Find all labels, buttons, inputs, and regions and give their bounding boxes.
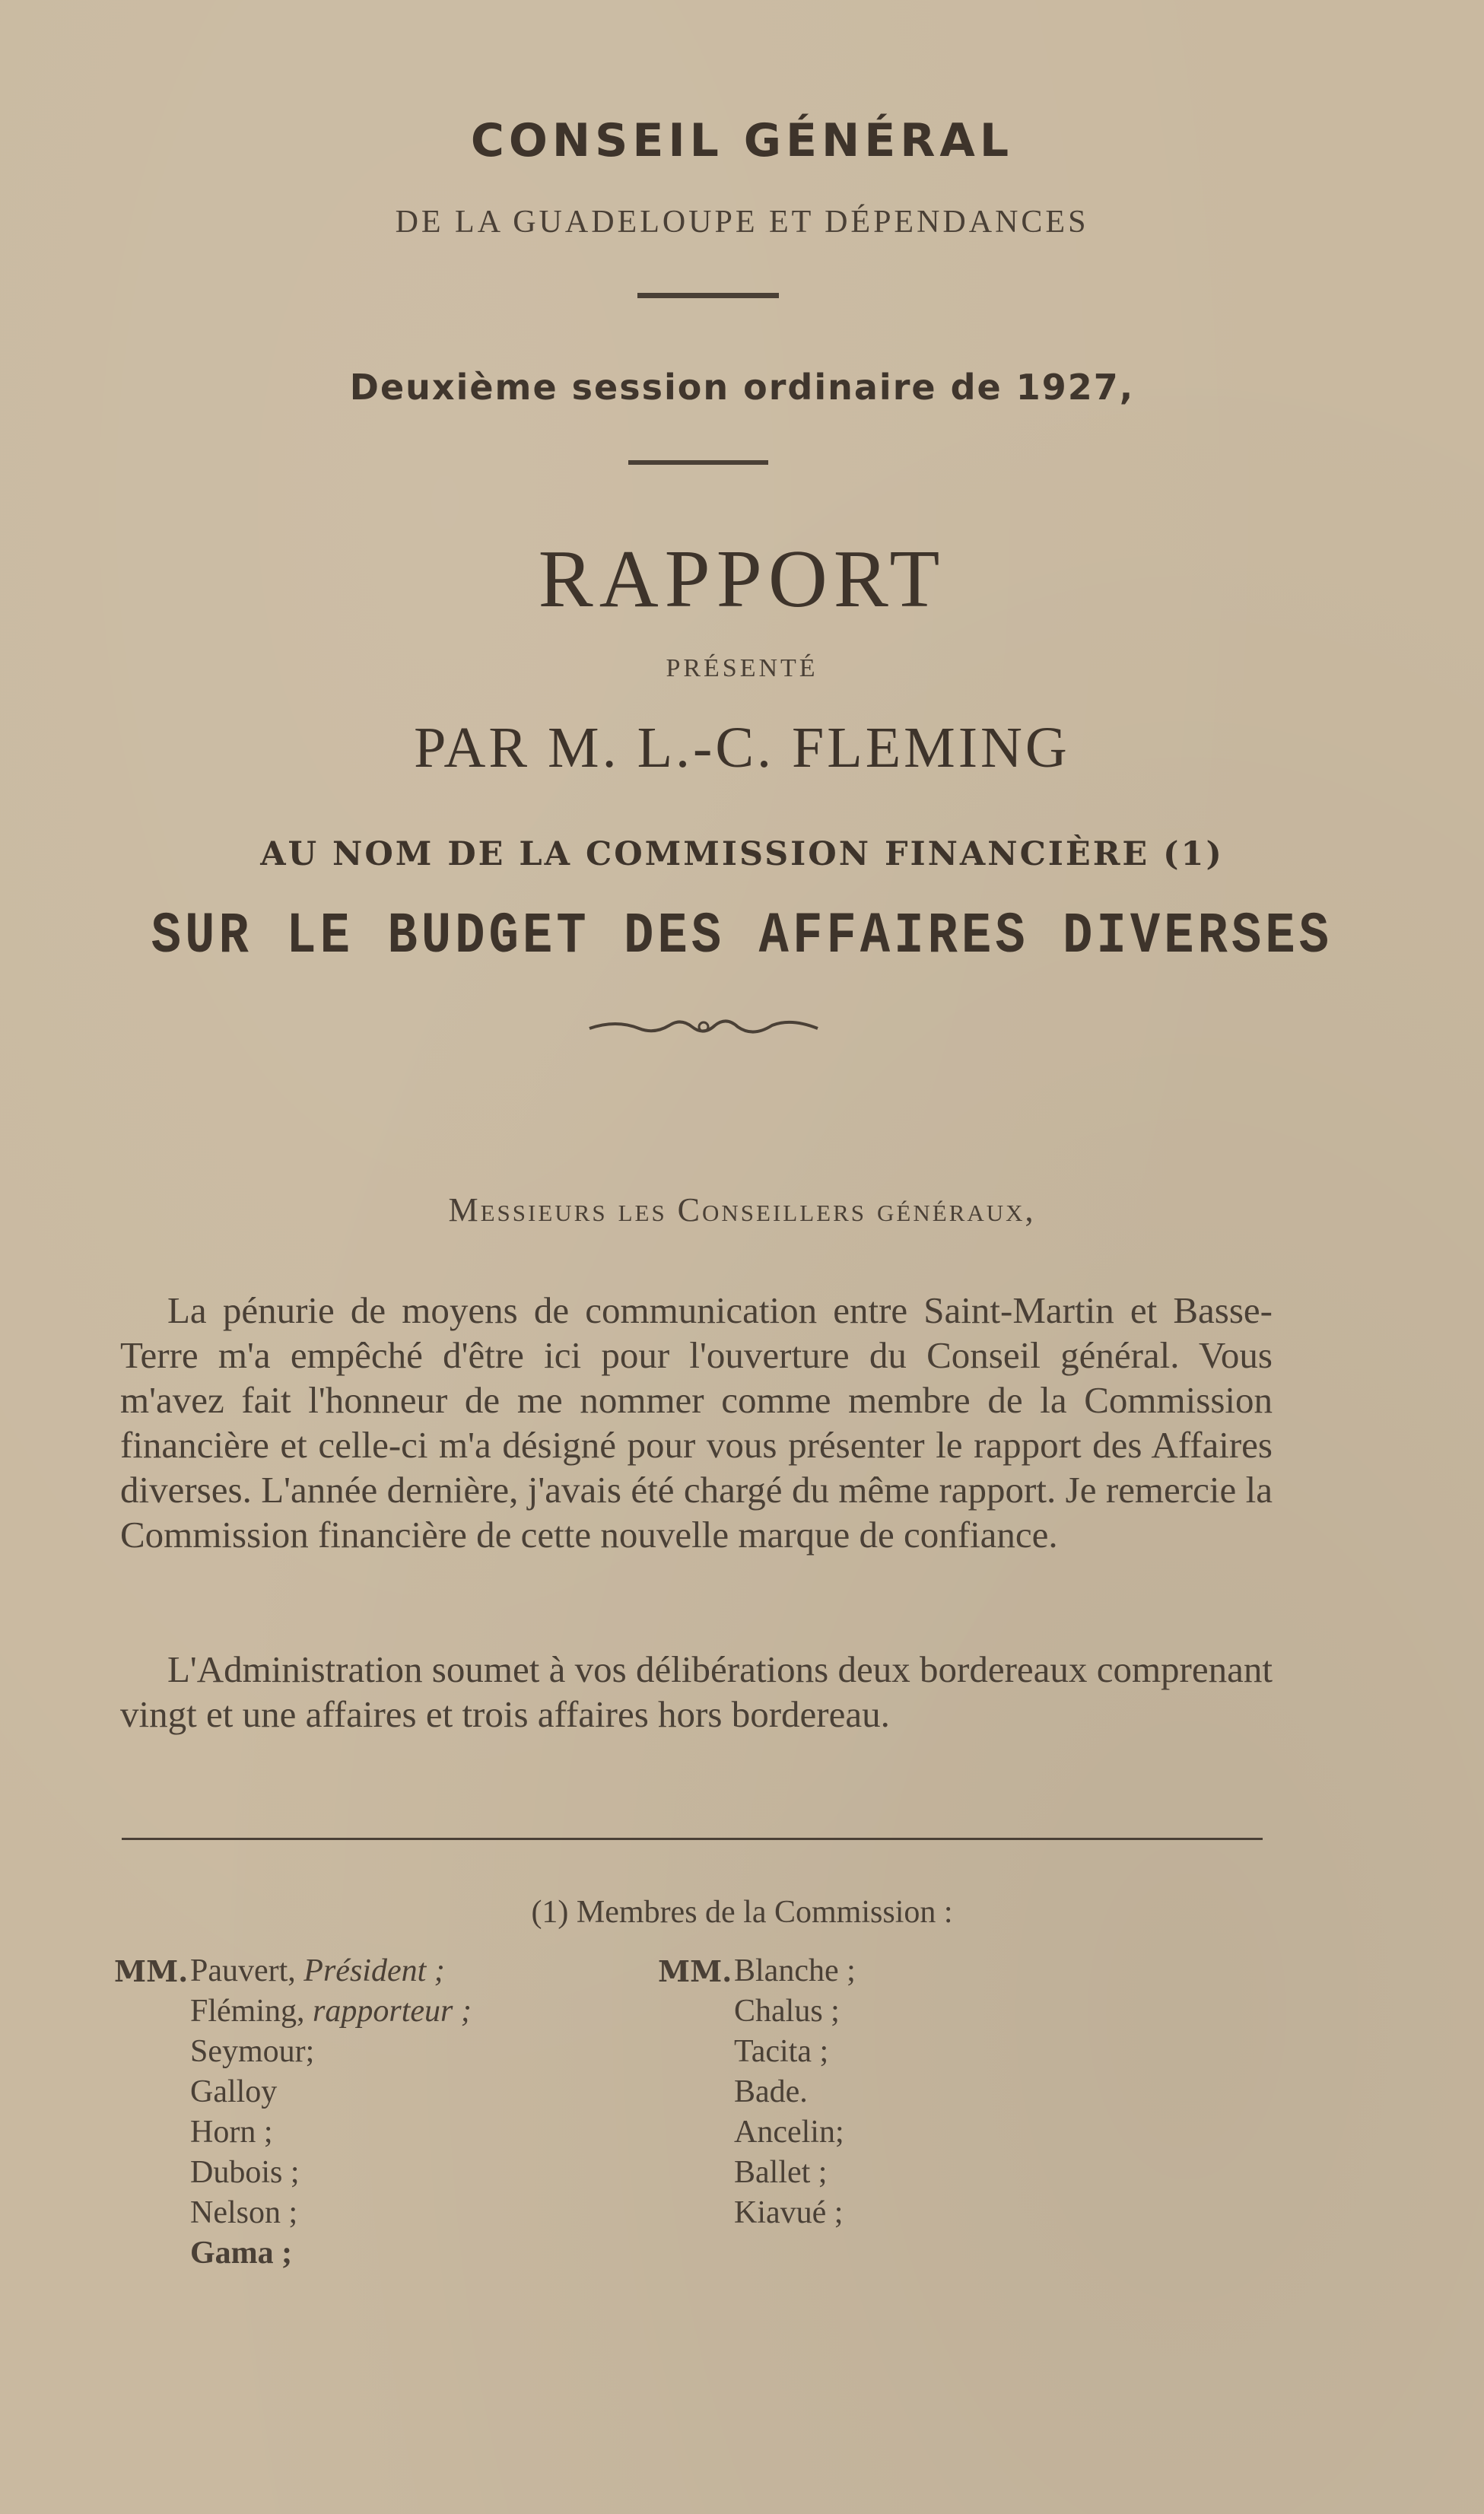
member-name: Nelson ;: [190, 2195, 298, 2230]
member-item: Ballet ;: [734, 2155, 828, 2190]
salutation: Messieurs les Conseillers généraux,: [448, 1191, 1036, 1228]
member-item: [190, 2193, 472, 2233]
report-subject: SUR LE BUDGET DES AFFAIRES DIVERSES: [151, 904, 1333, 969]
member-item: [190, 1991, 472, 2032]
divider-rule: [637, 293, 779, 298]
divider-rule: [628, 460, 768, 465]
member-item: Bade.: [734, 2074, 808, 2109]
body-paragraph-2: L'Administration soumet à vos délibérations deux bordereaux comprenant vingt et une affaires et trois affaires hors bordereau.: [120, 1648, 1273, 1735]
commission-line: AU NOM DE LA COMMISSION FINANCIÈRE (1): [260, 835, 1224, 873]
body-paragraph-1: La pénurie de moyens de communication entre Saint-Martin et Basse-Terre m'a empêché d'être ici pour l'ouverture du Conseil général. Vous m'avez fait l'honneur de me nommer comme membre de la Commission financière et celle-ci m'a désigné pour vous présenter le rapport des Affaires diverses. L'année dernière, j'avais été chargé du même rapport. Je remercie la Commission financière de cette nouvelle marque de confiance.: [120, 1289, 1273, 1556]
member-name: Seymour;: [190, 2034, 315, 2069]
members-prefix: MM.: [114, 1954, 189, 1988]
member-item: Blanche ;: [734, 1953, 856, 1988]
member-role: Président ;: [303, 1953, 445, 1988]
member-item: Kiavué ;: [734, 2195, 844, 2230]
footnote-title: (1) Membres de la Commission :: [531, 1895, 953, 1930]
member-item: Chalus ;: [734, 1994, 840, 2029]
member-item: [190, 2153, 472, 2193]
member-role: rapporteur ;: [313, 1994, 472, 2029]
member-item: Tacita ;: [734, 2034, 829, 2069]
member-item: [190, 1951, 472, 1991]
presented-label: PRÉSENTÉ: [666, 654, 818, 682]
ornament-divider: [586, 1012, 821, 1042]
member-item: [190, 2112, 472, 2153]
council-subtitle: DE LA GUADELOUPE ET DÉPENDANCES: [395, 205, 1089, 240]
member-name: Fléming,: [190, 1994, 305, 2029]
council-title: CONSEIL GÉNÉRAL: [470, 114, 1014, 167]
member-item: [190, 2072, 472, 2112]
member-name: Dubois ;: [190, 2155, 300, 2190]
report-title: RAPPORT: [538, 534, 946, 625]
members-prefix: MM.: [658, 1954, 732, 1988]
session-line: Deuxième session ordinaire de 1927,: [349, 367, 1135, 408]
member-name: Galloy: [190, 2074, 278, 2109]
member-name: Pauvert,: [190, 1953, 296, 1988]
report-author: PAR M. L.-C. FLEMING: [414, 716, 1070, 780]
member-item: [190, 2032, 472, 2072]
member-name: Gama ;: [190, 2236, 293, 2271]
member-item: [190, 2233, 472, 2274]
member-item: Ancelin;: [734, 2115, 844, 2150]
member-name: Horn ;: [190, 2115, 273, 2150]
footnote-separator: [122, 1838, 1263, 1840]
